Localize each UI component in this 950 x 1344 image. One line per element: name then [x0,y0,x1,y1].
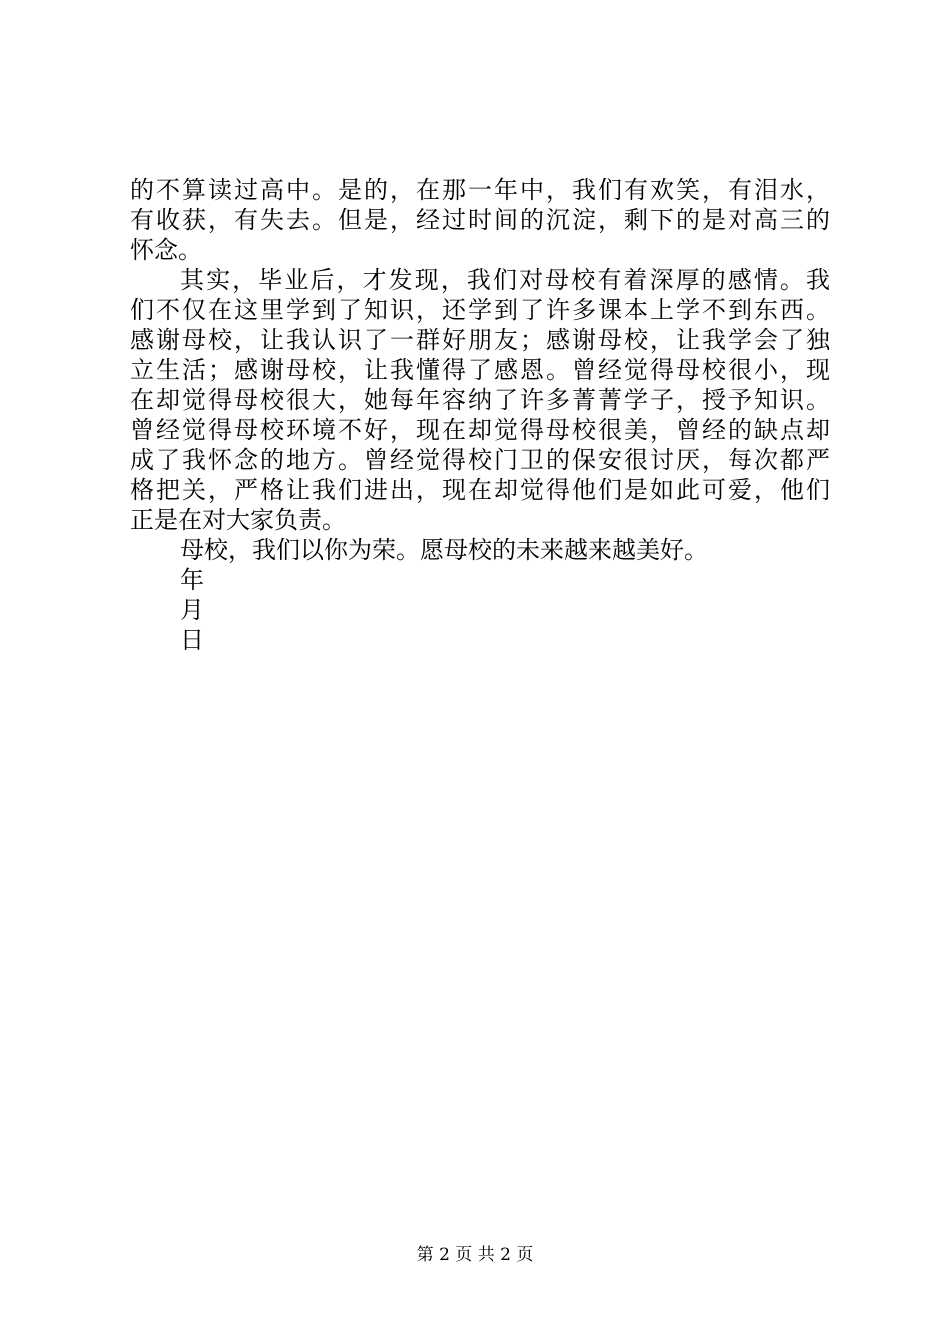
text-line: 格把关，严格让我们进出，现在却觉得他们是如此可爱，他们 [130,476,830,504]
date-month-label: 月 [180,596,204,624]
paragraph-first-line: 其实，毕业后，才发现，我们对母校有着深厚的感情。我 [180,266,830,294]
text-line: 们不仅在这里学到了知识，还学到了许多课本上学不到东西。 [130,296,830,324]
text-line: 曾经觉得母校环境不好，现在却觉得母校很美，曾经的缺点却 [130,416,830,444]
date-year-label: 年 [180,566,204,594]
text-line: 立生活；感谢母校，让我懂得了感恩。曾经觉得母校很小，现 [130,356,830,384]
text-line: 感谢母校，让我认识了一群好朋友；感谢母校，让我学会了独 [130,326,830,354]
closing-line: 母校，我们以你为荣。愿母校的未来越来越美好。 [180,536,708,564]
text-line: 怀念。 [130,236,202,264]
date-day-label: 日 [180,626,204,654]
text-line: 正是在对大家负责。 [130,506,346,534]
text-line: 的不算读过高中。是的，在那一年中，我们有欢笑，有泪水， [130,176,830,204]
text-line: 成了我怀念的地方。曾经觉得校门卫的保安很讨厌，每次都严 [130,446,830,474]
document-body [130,175,830,655]
page-footer: 第 2 页 共 2 页 [416,1245,534,1265]
text-line: 有收获，有失去。但是，经过时间的沉淀，剩下的是对高三的 [130,206,830,234]
text-line: 在却觉得母校很大，她每年容纳了许多菁菁学子，授予知识。 [130,386,830,414]
